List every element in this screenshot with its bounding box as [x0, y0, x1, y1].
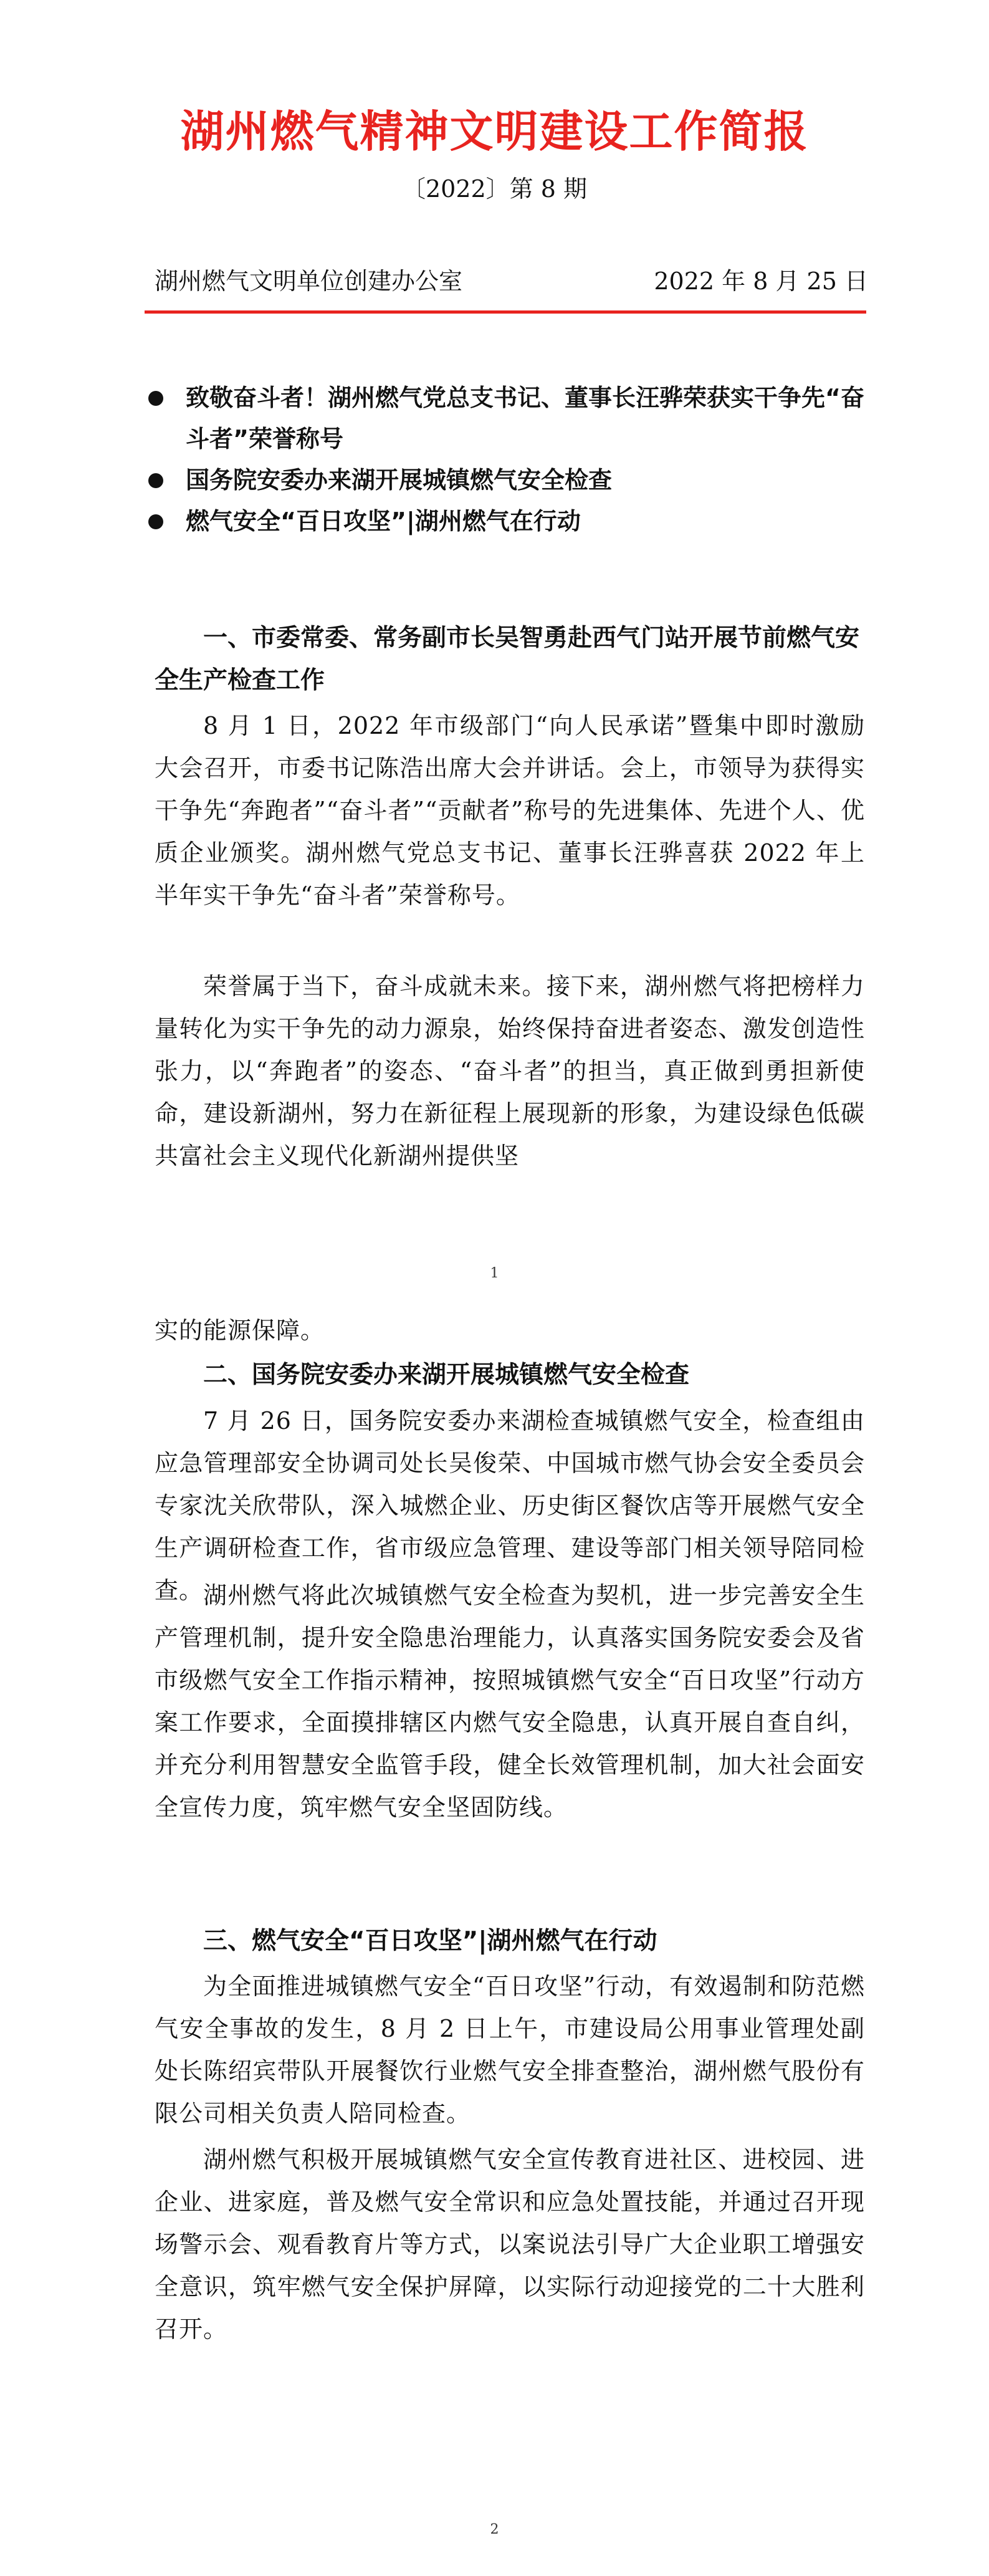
table-of-contents: [148, 377, 868, 542]
section-2-paragraph-2: 湖州燃气将此次城镇燃气安全检查为契机，进一步完善安全生产管理机制，提升安全隐患治理能力，认真落实国务院安委会及省市级燃气安全工作指示精神，按照城镇燃气安全“百日攻坚”行动方案工作要求，全面摸排辖区内燃气安全隐患，认真开展自查自纠，并充分利用智慧安全监管手段，健全长效管理机制，加大社会面安全宣传力度，筑牢燃气安全坚固防线。: [155, 1582, 865, 1821]
section-3-paragraph-2: 湖州燃气积极开展城镇燃气安全宣传教育进社区、进校园、进企业、进家庭，普及燃气安全常识和应急处置技能，并通过召开现场警示会、观看教育片等方式，以案说法引导广大企业职工增强安全意识，筑牢燃气安全保护屏障，以实际行动迎接党的二十大胜利召开。: [155, 2146, 865, 2343]
toc-item: [148, 377, 868, 459]
bullet-icon: [148, 514, 163, 529]
bullet-icon: [148, 473, 163, 488]
section-1-heading: 一、市委常委、常务副市长吴智勇赴西气门站开展节前燃气安全生产检查工作: [155, 624, 860, 694]
section-3-paragraph-1: 为全面推进城镇燃气安全“百日攻坚”行动，有效遏制和防范燃气安全事故的发生，8 月 2 日上午，市建设局公用事业管理处副处长陈绍宾带队开展餐饮行业燃气安全排查整治，湖州燃气股份有限公司相关负责人陪同检查。: [155, 1973, 865, 2127]
document-page-2: [0, 1297, 989, 2576]
section-1-paragraph-2: 荣誉属于当下，奋斗成就未来。接下来，湖州燃气将把榜样力量转化为实干争先的动力源泉，始终保持奋进者姿态、激发创造性张力，以“奔跑者”的姿态、“奋斗者”的担当，真正做到勇担新使命，建设新湖州，努力在新征程上展现新的形象，为建设绿色低碳共富社会主义现代化新湖州提供坚: [155, 973, 865, 1170]
bulletin-title: 湖州燃气精神文明建设工作简报: [180, 105, 809, 157]
bullet-icon: [148, 391, 163, 406]
red-divider: [145, 310, 866, 314]
toc-item: [148, 459, 868, 501]
toc-item-text: 致敬奋斗者！湖州燃气党总支书记、董事长汪骅荣获实干争先“奋斗者”荣誉称号: [186, 384, 864, 453]
toc-item-text: 燃气安全“百日攻坚”|湖州燃气在行动: [186, 507, 581, 535]
page-number: 1: [490, 1266, 499, 1281]
issuing-office: 湖州燃气文明单位创建办公室: [155, 267, 463, 295]
toc-item: [148, 501, 868, 542]
section-2-paragraph-1: 7 月 26 日，国务院安委办来湖检查城镇燃气安全，检查组由应急管理部安全协调司处长吴俊荣、中国城市燃气协会安全委员会专家沈关欣带队，深入城燃企业、历史街区餐饮店等开展燃气安全生产调研检查工作，省市级应急管理、建设等部门相关领导陪同检查。: [155, 1407, 865, 1604]
section-1-paragraph-2-continued: 实的能源保障。: [155, 1317, 325, 1344]
page-number: 2: [490, 2522, 499, 2537]
toc-item-text: 国务院安委办来湖开展城镇燃气安全检查: [186, 466, 613, 494]
issue-date: 2022 年 8 月 25 日: [654, 267, 868, 295]
issue-number: 〔2022〕第 8 期: [401, 175, 588, 203]
section-3-heading: 三、燃气安全“百日攻坚”|湖州燃气在行动: [203, 1927, 657, 1955]
section-2-heading: 二、国务院安委办来湖开展城镇燃气安全检查: [203, 1361, 690, 1389]
section-1-paragraph-1: 8 月 1 日，2022 年市级部门“向人民承诺”暨集中即时激励大会召开，市委书记陈浩出席大会并讲话。会上，市领导为获得实干争先“奔跑者”“奋斗者”“贡献者”称号的先进集体、先进个人、优质企业颁奖。湖州燃气党总支书记、董事长汪骅喜获 2022 年上半年实干争先“奋斗者”荣誉称号。: [155, 712, 865, 909]
